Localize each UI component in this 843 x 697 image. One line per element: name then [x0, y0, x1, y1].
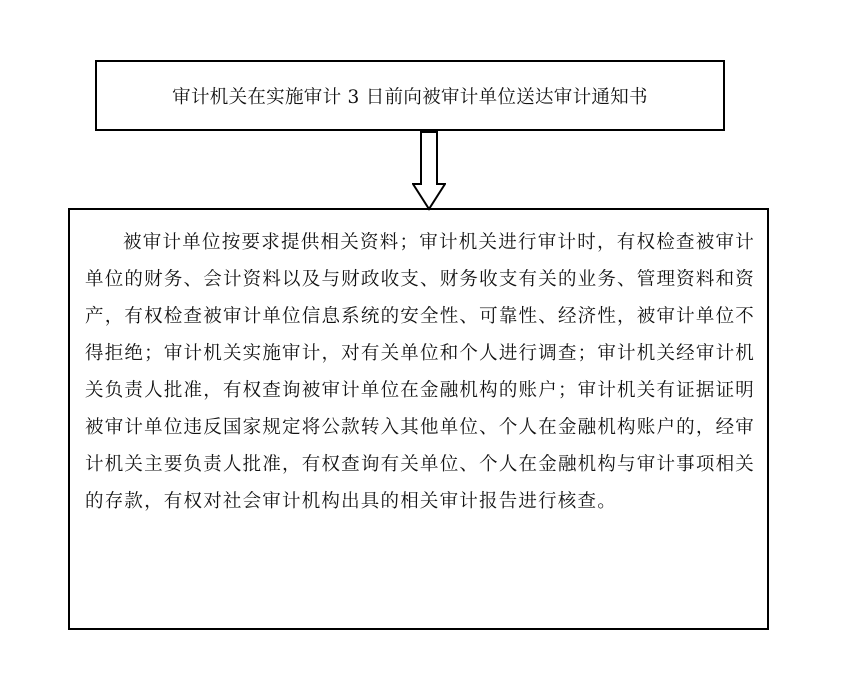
- flowchart-step-1-text: 审计机关在实施审计 3 日前向被审计单位送达审计通知书: [172, 86, 648, 108]
- flowchart-step-1-box: [95, 60, 725, 131]
- flowchart-step-2-box: [68, 208, 769, 630]
- flowchart-step-2-text: 被审计单位按要求提供相关资料；审计机关进行审计时，有权检查被审计单位的财务、会计资料以及与财政收支、财务收支有关的业务、管理资料和资产，有权检查被审计单位信息系统的安全性、可靠性、经济性，被审计单位不得拒绝；审计机关实施审计，对有关单位和个人进行调查；审计机关经审计机关负责人批准，有权查询被审计单位在金融机构的账户；审计机关有证据证明被审计单位违反国家规定将公款转入其他单位、个人在金融机构账户的，经审计机关主要负责人批准，有权查询有关单位、个人在金融机构与审计事项相关的存款，有权对社会审计机构出具的相关审计报告进行核查。: [85, 232, 755, 512]
- down-arrow-icon: [412, 131, 446, 211]
